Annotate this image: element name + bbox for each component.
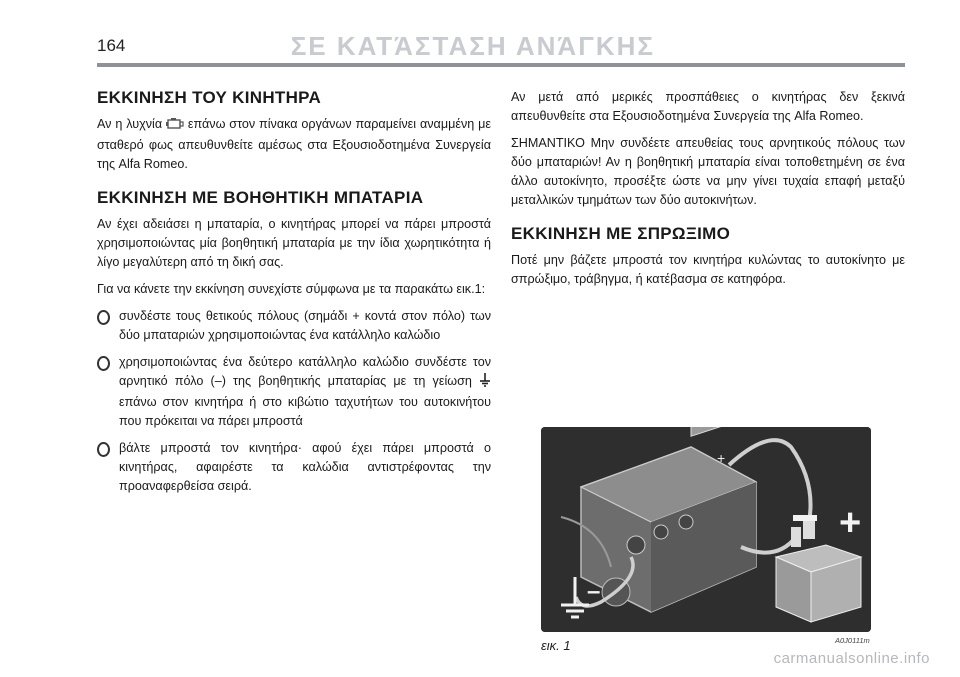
list-item (97, 307, 491, 345)
list-item-text: βάλτε μπροστά τον κινητήρα· αφού έχει πάρει μπροστά ο κινητήρας, αφαιρέστε τα καλώδια αντιστρέφοντας την προαναφερθείσα σειρά. (119, 441, 491, 493)
right-column (511, 88, 905, 297)
bullet-circle-icon (97, 356, 110, 371)
heading-jump-start: ΕΚΚΙΝΗΣΗ ΜΕ ΒΟΗΘΗΤΙΚΗ ΜΠΑΤΑΡΙΑ (97, 188, 424, 207)
paragraph-auxiliary-battery: Αν έχει αδειάσει η μπαταρία, ο κινητήρας μπορεί να πάρει μπροστά χρησιμοποιώντας μία βοηθητική μπαταρία με την ίδια χωρητικότητα ή λίγο μεγαλύτερη από τη δική σας. (97, 217, 491, 269)
paragraph-warning-light-b: επάνω στον πίνακα οργάνων παραμείνει αναμμένη με σταθερό φως απευθυνθείτε αμέσως στα Εξουσιοδοτημένα Συνεργεία της Alfa Romeo. (97, 117, 492, 171)
section-title: ΣΕ ΚΑΤΆΣΤΑΣΗ ΑΝΆΓΚΗΣ (290, 31, 655, 61)
paragraph-important: ΣΗΜΑΝΤΙΚΟ Μην συνδέετε απευθείας τους αρνητικούς πόλους των δύο μπαταριών! Αν η βοηθητική μπαταρία είναι τοποθετημένη σε ένα άλλο αυτοκίνητο, προσέξτε ώστε να μην γίνει τυχαία επαφή μεταξύ μεταλλικών τμημάτων των δύο αυτοκινήτων. (511, 136, 905, 207)
jump-start-diagram (541, 427, 871, 632)
figure-caption: εικ. 1 (541, 638, 571, 653)
page-header (97, 26, 905, 66)
list-item-text: συνδέστε τους θετικούς πόλους (σημάδι + κοντά στον πόλο) των δύο μπαταριών χρησιμοποιώντας ένα κατάλληλο καλώδιο (119, 309, 491, 342)
bullet-circle-icon (97, 310, 110, 325)
list-item (97, 353, 491, 431)
heading-engine-start: ΕΚΚΙΝΗΣΗ ΤΟΥ ΚΙΝΗΤΗΡΑ (97, 88, 322, 107)
figure-code: A0J0111m (835, 636, 870, 645)
list-item (97, 439, 491, 496)
engine-warning-icon (166, 117, 184, 136)
bullet-circle-icon (97, 442, 110, 457)
paragraph-instructions-intro: Για να κάνετε την εκκίνηση συνεχίστε σύμφωνα με τα παρακάτω εικ.1: (97, 282, 486, 296)
auxiliary-battery-drawing (776, 545, 861, 622)
list-item-text: χρησιμοποιώντας ένα δεύτερο κατάλληλο καλώδιο συνδέστε τον αρνητικό πόλο (–) της βοηθητικής μπαταρίας με τη γείωση (119, 355, 491, 388)
ground-icon (479, 373, 491, 393)
minus-sign-label: – (587, 578, 601, 605)
header-rule (97, 63, 905, 67)
page-number: 164 (97, 36, 126, 55)
paragraph-push-start: Ποτέ μην βάζετε μπροστά τον κινητήρα κυλώντας το αυτοκίνητο με σπρώξιμο, τράβηγμα, ή κατέβασμα σε κατηφόρα. (511, 253, 905, 286)
paragraph-warning-light (97, 115, 491, 174)
jump-start-illustration (541, 427, 871, 632)
watermark: carmanualsonline.info (773, 650, 930, 667)
left-column (97, 88, 491, 504)
small-plus-label: + (717, 450, 726, 466)
heading-push-start: ΕΚΚΙΝΗΣΗ ΜΕ ΣΠΡΩΞΙΜΟ (511, 224, 731, 243)
paragraph-warning-light-a: Αν η λυχνία (97, 117, 163, 131)
plus-sign-label: + (839, 502, 862, 544)
list-item-text: επάνω στον κινητήρα ή στο κιβώτιο ταχυτήτων του αυτοκινήτου που πρόκειται να πάρει μπροστά (119, 395, 491, 428)
minus-bar (793, 515, 817, 521)
instruction-list (97, 307, 491, 496)
paragraph-no-start: Αν μετά από μερικές προσπάθειες ο κινητήρας δεν ξεκινά απευθυνθείτε στα Εξουσιοδοτημένα Συνεργεία της Alfa Romeo. (511, 90, 905, 123)
